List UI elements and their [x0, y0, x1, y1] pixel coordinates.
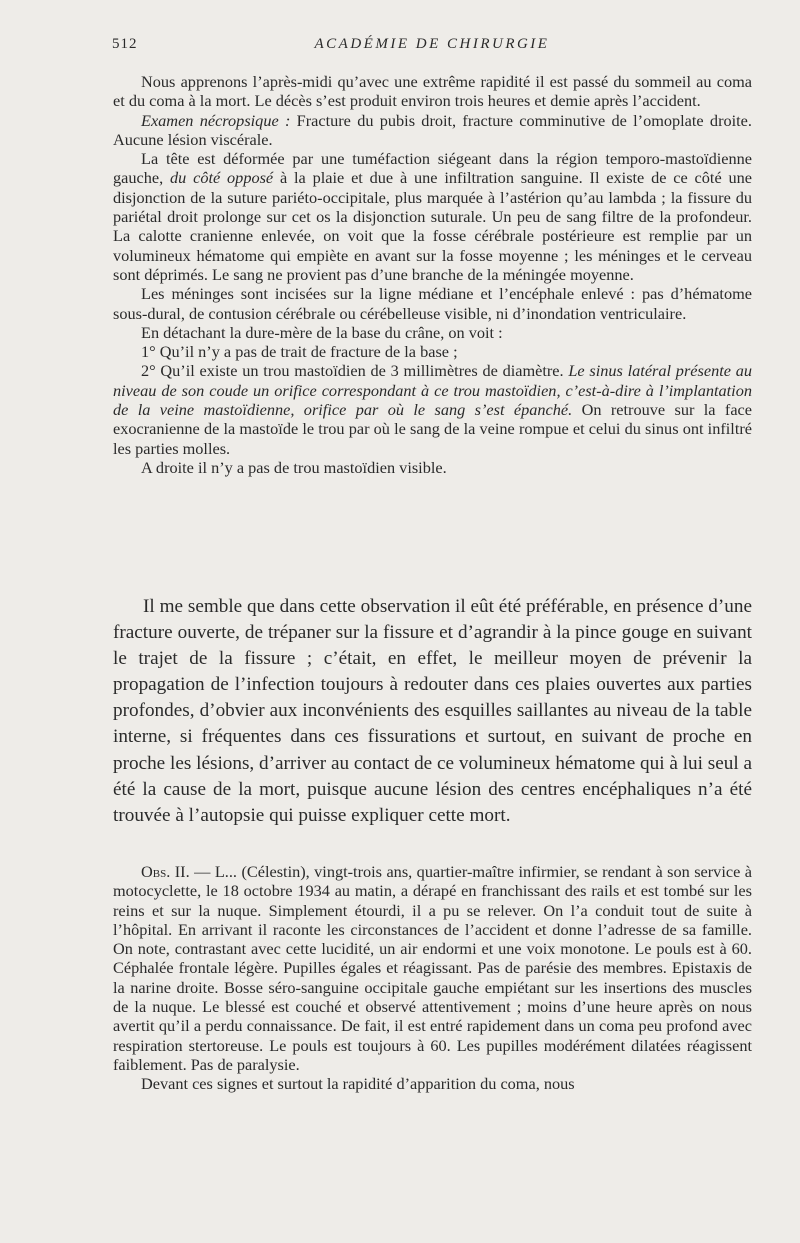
paragraph-head-findings: [113, 149, 752, 284]
sinus-emphasis: Le sinus latéral présente au niveau de son coude un orifice correspondant à ce trou mastoïdien, c’est-à-dire à l’implantation de la veine mastoïdienne, orifice par où le sang s’est épanché.: [113, 361, 753, 420]
necropsy-report-block: [113, 72, 752, 477]
head-findings-text: La tête est déformée par une tuméfaction siégeant dans la région temporo-mastoïdienne gauche,: [113, 149, 752, 188]
paragraph-right-side: A droite il n’y a pas de trou mastoïdien visible.: [141, 457, 447, 477]
running-head: ACADÉMIE DE CHIRURGIE: [314, 36, 550, 52]
finding-2-text-cont: On retrouve sur la face exocranienne de la mastoïde le trou par où le sang de la veine rompue et celui du sinus ont infiltré les parties molles.: [113, 400, 753, 458]
paragraph-necropsy: [113, 111, 752, 150]
paragraph-continuation: Devant ces signes et surtout la rapidité d’apparition du coma, nous: [141, 1074, 575, 1094]
finding-2-text: 2° Qu’il existe un trou mastoïdien de 3 millimètres de diamètre.: [141, 361, 569, 381]
observation-ii-block: [113, 862, 752, 1094]
paragraph-meninges: Les méninges sont incisées sur la ligne médiane et l’encéphale enlevé : pas d’hématome sous-dural, de contusion cérébrale ou cérébelleuse visible, ni d’inondation ventriculaire.: [113, 284, 752, 323]
head-findings-text-cont: à la plaie et due à une infiltration sanguine. Il existe de ce côté une disjonction de la suture pariéto-occipitale, plus marquée à l’astérion qu’au lambda ; la fissure du pariétal droit prolonge sur cet os la disjonction suturale. Un peu de sang filtre de la profondeur. La calotte cranienne enlevée, on voit que la fosse cérébrale postérieure est remplie par un volumineux hématome qui empiète en avant sur la fosse moyenne ; les méninges et le cerveau sont déprimés. Le sang ne provient pas d’une branche de la méningée moyenne.: [113, 168, 753, 284]
paragraph-finding-2: [113, 361, 752, 457]
page-number: 512: [112, 36, 138, 52]
necropsy-label: Examen nécropsique :: [141, 110, 291, 130]
author-commentary-block: [113, 594, 752, 829]
obs-ii-text: — L... (Célestin), vingt-trois ans, quartier-maître infirmier, se rendant à son service à motocyclette, le 18 octobre 1934 au matin, a dérapé en franchissant des rails et est tombé sur les reins et sur la nuque. Simplement étourdi, il a pu se relever. On l’a conduit tout de suite à l’hôpital. En arrivant il raconte les circonstances de l’accident et donne l’adresse de sa famille. On note, contrastant avec cette lucidité, un air endormi et une voix monotone. Le pouls est à 60. Céphalée frontale légère. Pupilles égales et réagissant. Pas de parésie des membres. Epistaxis de la narine droite. Bosse séro-sanguine occipitale gauche empiétant sur les insertions des muscles de la nuque. Le blessé est couché et observé attentivement ; moins d’une heure après on nous avertit qu’il a perdu connaissance. De fait, il est entré rapidement dans un coma peu profond avec respiration stertoreuse. Le pouls est toujours à 60. Les pupilles modérément dilatées réagissent faiblement. Pas de paralysie.: [113, 862, 752, 1074]
paragraph-obs-ii: [113, 862, 752, 1074]
paragraph-commentary: Il me semble que dans cette observation il eût été préférable, en présence d’une fracture ouverte, de trépaner sur la fissure et d’agrandir à la pince gouge en suivant le trajet de la fissure ; c’était, en effet, le meilleur moyen de prévenir la propagation de l’infection toujours à redouter dans ces plaies ouvertes aux parties profondes, d’obvier aux inconvénients des esquilles saillantes au niveau de la table interne, si fréquentes dans ces fissurations et surtout, en suivant de proche en proche les lésions, d’arriver au contact de ce volumineux hématome qui à lui seul a été la cause de la mort, puisque aucune lésion des centres encéphaliques n’a été trouvée à l’autopsie qui puisse expliquer cette mort.: [113, 596, 752, 826]
opposite-side-emphasis: du côté opposé: [170, 168, 274, 188]
necropsy-text: Fracture du pubis droit, fracture comminutive de l’omoplate droite. Aucune lésion viscérale.: [113, 110, 752, 149]
paragraph-death: Nous apprenons l’après-midi qu’avec une extrême rapidité il est passé du sommeil au coma et du coma à la mort. Le décès s’est produit environ trois heures et demie après l’accident.: [113, 72, 752, 111]
page-header: [112, 36, 752, 60]
obs-label: Obs. II.: [141, 862, 190, 881]
paragraph-finding-1: 1° Qu’il n’y a pas de trait de fracture de la base ;: [141, 342, 458, 362]
paragraph-dura: En détachant la dure-mère de la base du crâne, on voit :: [141, 322, 503, 342]
